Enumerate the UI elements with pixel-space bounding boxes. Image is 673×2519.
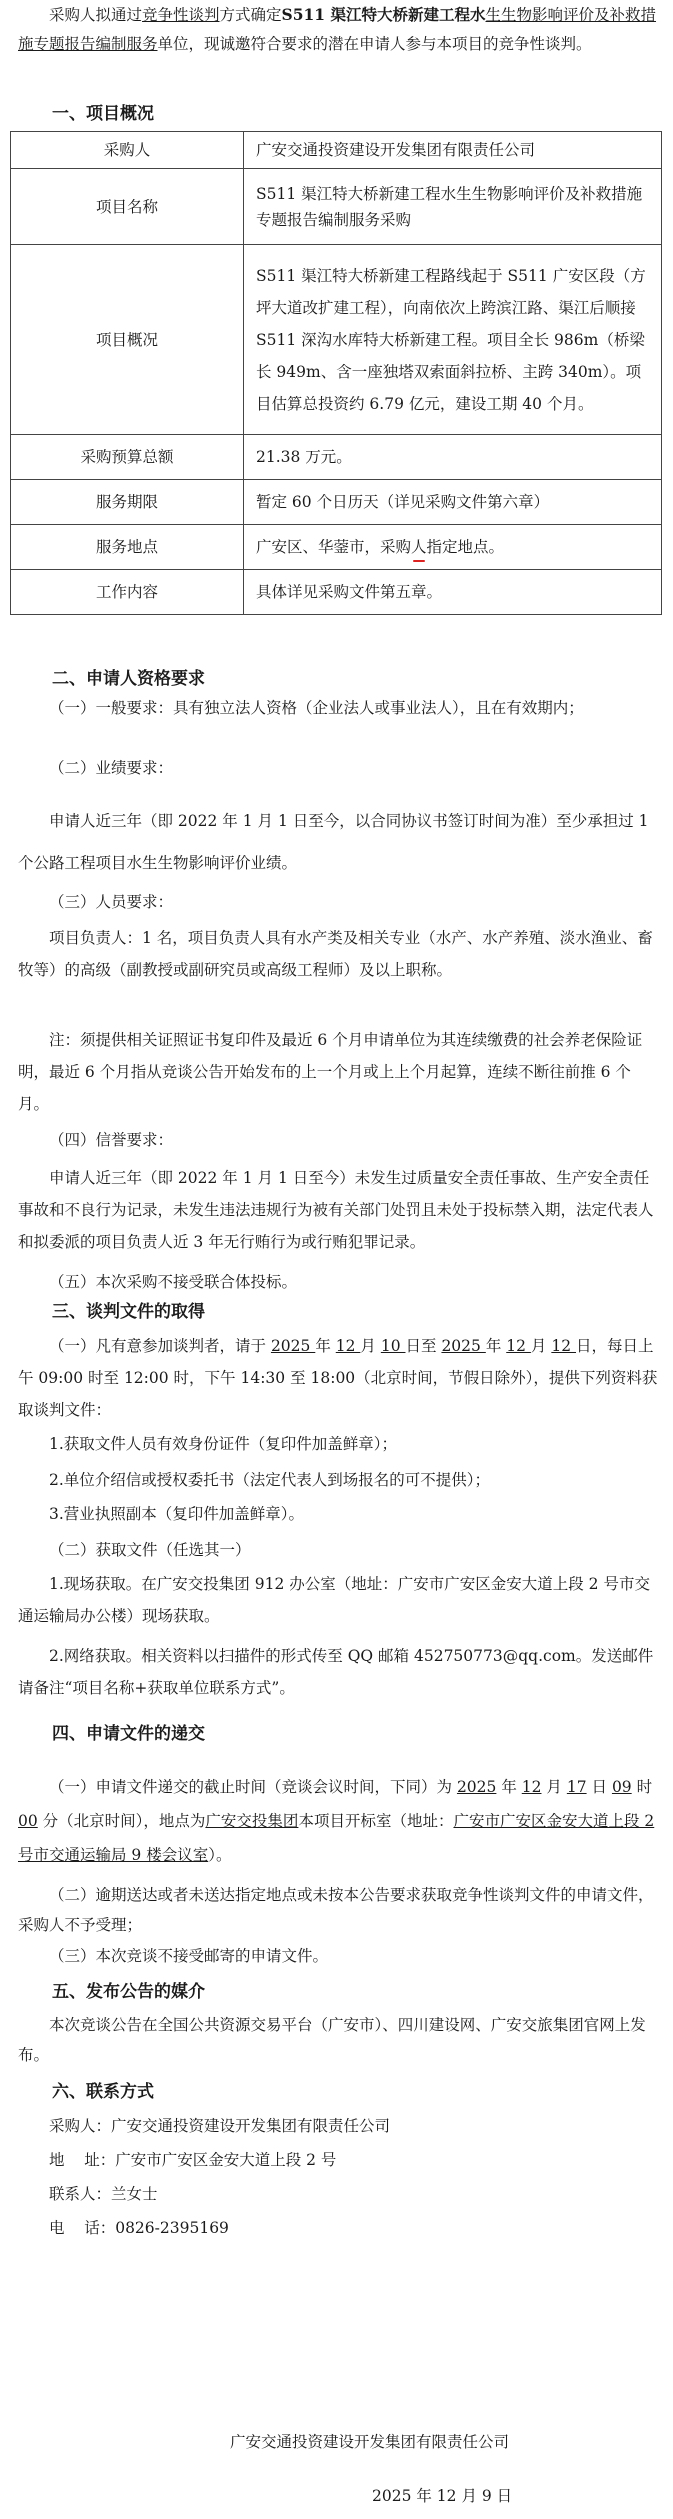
text-run: 方式确定 [219, 6, 282, 24]
table-label: 工作内容 [11, 570, 244, 615]
paragraph: 3.营业执照副本（复印件加盖鲜章）。 [49, 1505, 305, 1523]
project-overview-table [10, 131, 662, 615]
paragraph: 1.获取文件人员有效身份证件（复印件加盖鲜章）； [49, 1435, 398, 1453]
spellcheck-mark: 人 [411, 534, 427, 560]
text-run: 单位，现诚邀符合要求 [157, 35, 313, 53]
paragraph: （三）人员要求： [49, 893, 174, 911]
table-value [244, 525, 662, 570]
text-run: 时 [631, 1778, 653, 1796]
text-run: 本项目开标室（地址： [298, 1812, 454, 1830]
underlined-text: 10 [380, 1337, 406, 1355]
text-run: 日至 [405, 1337, 442, 1355]
underlined-text: 12 [521, 1778, 542, 1796]
table-row [11, 435, 662, 480]
signature-date: 2025 年 12 月 9 日 [372, 2487, 513, 2505]
paragraph: （二）业绩要求： [49, 759, 174, 777]
table-value: 具体详见采购文件第五章。 [244, 570, 662, 615]
text-run: 月 [360, 1337, 381, 1355]
underlined-text: 17 [566, 1778, 587, 1796]
signature-org: 广安交通投资建设开发集团有限责任公司 [230, 2433, 510, 2451]
paragraph: 注：须提供相关证照证书复印件及最近 6 个月申请单位为其连续缴费的社会养老保险证明，最近 6 个月指从竞谈公告开始发布的上一个月或上上个月起算，连续不断往前推 6 个月。 [18, 1031, 643, 1113]
paragraph: 2.单位介绍信或授权委托书（法定代表人到场报名的可不提供）； [49, 1471, 491, 1489]
paragraph: （二）逾期送达或者未送达指定地点或未按本公告要求获取竞争性谈判文件的申请文件，采购人不予受理； [18, 1886, 654, 1934]
text-run: 采购人拟通过 [49, 6, 143, 24]
paragraph: 项目负责人：1 名，项目负责人具有水产类及相关专业（水产、水产养殖、淡水渔业、畜牧等）的高级（副教授或副研究员或高级工程师）及以上职称。 [18, 929, 653, 979]
table-row [11, 480, 662, 525]
text-run: 的潜在申请人参与本项目的竞争性谈判。 [312, 35, 592, 53]
section4-title: 四、申请文件的递交 [52, 1724, 205, 1744]
table-value: 暂定 60 个日历天（详见采购文件第六章） [244, 480, 662, 525]
value-part: 指定地点。 [426, 538, 505, 556]
table-row [11, 570, 662, 615]
table-value: S511 渠江特大桥新建工程水生生物影响评价及补救措施专题报告编制服务采购 [244, 169, 662, 245]
paragraph: 本次竞谈公告在全国公共资源交易平台（广安市）、四川建设网、广安交旅集团官网上发布。 [18, 2016, 646, 2064]
section3-title: 三、谈判文件的取得 [52, 1302, 205, 1322]
text-run: ）。 [208, 1846, 232, 1864]
paragraph: 申请人近三年（即 2022 年 1 月 1 日至今，以合同协议书签订时间为准）至少承担过 1 个公路工程项目水生生物影响评价业绩。 [18, 812, 649, 872]
text-run: 日 [586, 1778, 612, 1796]
table-row [11, 169, 662, 245]
paragraph: 申请人近三年（即 2022 年 1 月 1 日至今）未发生过质量安全责任事故、生产安全责任事故和不良行为记录，未发生违法违规行为被有关部门处罚且未处于投标禁入期，法定代表人和拟委派的项目负责人近 3 年无行贿行为或行贿犯罪记录。 [18, 1169, 654, 1251]
text-run: 年 [496, 1778, 522, 1796]
table-value: 广安交通投资建设开发集团有限责任公司 [244, 132, 662, 169]
underlined-text: 09 [611, 1778, 632, 1796]
table-label: 项目名称 [11, 169, 244, 245]
table-row [11, 245, 662, 435]
paragraph: （四）信誉要求： [49, 1131, 174, 1149]
table-label: 采购预算总额 [11, 435, 244, 480]
section2-title: 二、申请人资格要求 [52, 669, 205, 689]
table-label: 采购人 [11, 132, 244, 169]
text-run: 日，每日上午 09:00 时至 12:00 时，下午 14:30 至 18:00（北京时间，节假日除外），提供下列资料获取谈判文件： [18, 1337, 658, 1419]
contact-person: 联系人：兰女士 [49, 2185, 158, 2203]
table-value: 21.38 万元。 [244, 435, 662, 480]
text-run: 年 [485, 1337, 507, 1355]
paragraph [18, 1330, 658, 1426]
underlined-text: 12 [506, 1337, 531, 1355]
intro-paragraph [18, 0, 658, 59]
table-label: 服务地点 [11, 525, 244, 570]
value-part: 广安区、华蓥市，采购 [256, 538, 412, 556]
underlined-text: 广安市广安区金安大道上段 2 号市交通运输局 9 楼会议室 [18, 1812, 655, 1864]
paragraph: （三）本次竞谈不接受邮寄的申请文件。 [49, 1947, 329, 1965]
text-run: 月 [541, 1778, 567, 1796]
text-run: 月 [530, 1337, 552, 1355]
underlined-text: 广安交投集团 [205, 1812, 299, 1830]
contact-address: 地 址：广安市广安区金安大道上段 2 号 [49, 2151, 337, 2169]
text-run: 分（北京时间），地点为 [37, 1812, 206, 1830]
underlined-text: 2025 [270, 1337, 316, 1355]
underlined-text: 00 [18, 1812, 38, 1830]
section1-title: 一、项目概况 [52, 104, 154, 124]
contact-purchaser: 采购人：广安交通投资建设开发集团有限责任公司 [49, 2117, 391, 2135]
text-run: （一）凡有意参加谈判者，请于 [49, 1337, 271, 1355]
underlined-text: 2025 [441, 1337, 486, 1355]
table-row [11, 525, 662, 570]
section6-title: 六、联系方式 [52, 2082, 154, 2102]
section5-title: 五、发布公告的媒介 [52, 1982, 205, 2002]
text-run: （一）申请文件递交的截止时间（竞谈会议时间，下同）为 [49, 1778, 457, 1796]
paragraph: （二）获取文件（任选其一） [49, 1541, 251, 1559]
table-label: 项目概况 [11, 245, 244, 435]
table-label: 服务期限 [11, 480, 244, 525]
text-run: S511 渠江特大桥新建工程水 [281, 5, 486, 24]
text-run: 年 [315, 1337, 336, 1355]
table-value: S511 渠江特大桥新建工程路线起于 S511 广安区段（方坪大道改扩建工程），向南依次上跨滨江路、渠江后顺接 S511 深沟水库特大桥新建工程。项目全长 986m（桥梁长 949m、含一座独塔双索面斜拉桥、主跨 340m）。项目估算总投资约 6.79 亿元，建设工期 40 个月。 [244, 245, 662, 435]
paragraph [18, 1770, 658, 1872]
contact-phone: 电 话：0826-2395169 [49, 2219, 229, 2237]
underlined-text: 竞争性谈判 [142, 6, 220, 24]
paragraph: 1.现场获取。在广安交投集团 912 办公室（地址：广安市广安区金安大道上段 2 号市交通运输局办公楼）现场获取。 [18, 1575, 650, 1625]
underlined-text: 生生物影响评价及补救措施专题报告编制服务 [18, 6, 657, 53]
paragraph: 2.网络获取。相关资料以扫描件的形式传至 QQ 邮箱 452750773@qq.com。发送邮件请备注“项目名称+获取单位联系方式”。 [18, 1647, 654, 1697]
underlined-text: 12 [551, 1337, 576, 1355]
paragraph: （一）一般要求：具有独立法人资格（企业法人或事业法人），且在有效期内； [49, 699, 584, 717]
table-row [11, 132, 662, 169]
paragraph: （五）本次采购不接受联合体投标。 [49, 1273, 298, 1291]
underlined-text: 12 [335, 1337, 361, 1355]
underlined-text: 2025 [456, 1778, 497, 1796]
